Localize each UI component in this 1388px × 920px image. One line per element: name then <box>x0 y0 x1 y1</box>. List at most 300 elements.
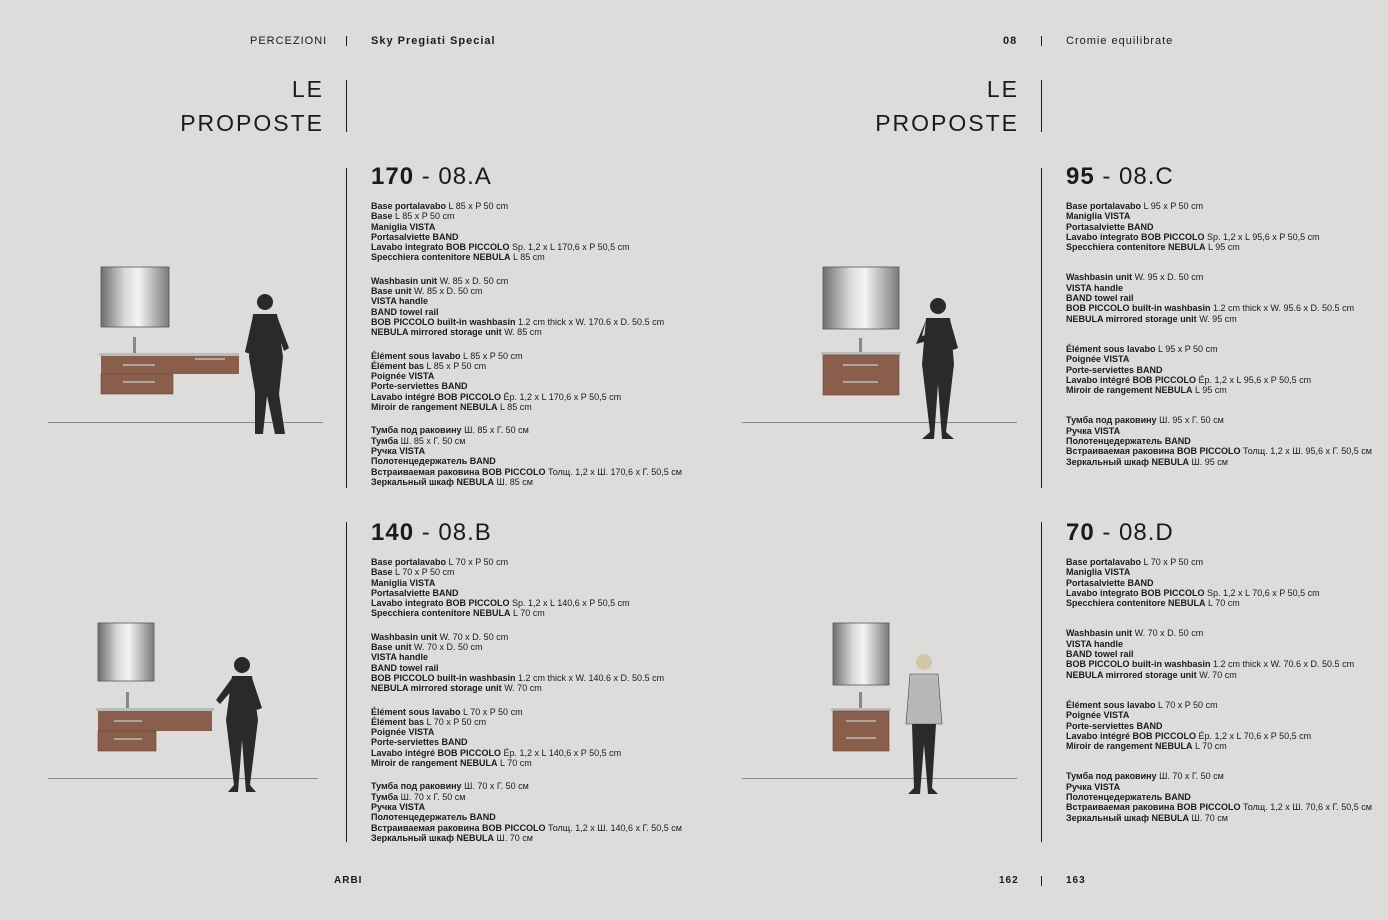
spec-line <box>1066 242 1372 252</box>
spec-item-name: Maniglia VISTA <box>371 577 436 588</box>
spec-group <box>1066 344 1372 395</box>
spec-item-dimensions: L 95 cm <box>1192 385 1227 396</box>
spec-item-name: Тумба <box>371 435 399 446</box>
spec-item-dimensions: L 85 x P 50 cm <box>392 211 455 222</box>
spec-item-dimensions: Толщ. 1,2 x Ш. 95,6 x Г. 50,5 см <box>1240 446 1372 457</box>
spec-item-name: Base portalavabo <box>1066 557 1142 567</box>
spec-item-dimensions: L 70 cm <box>1192 741 1227 752</box>
person-figure <box>916 298 958 439</box>
spec-line <box>1066 293 1372 303</box>
faucet <box>859 692 862 708</box>
spec-line <box>371 578 682 588</box>
faucet <box>133 337 136 353</box>
spec-item-name: Полотенцедержатель BAND <box>371 456 496 467</box>
washbasin-top <box>831 708 891 711</box>
spec-item-dimensions: 1.2 cm thick x W. 140.6 x D. 50.5 cm <box>515 672 665 683</box>
spec-item-name: Lavabo intégré BOB PICCOLO <box>1066 730 1197 741</box>
washbasin-top <box>96 708 214 711</box>
spec-item-dimensions: L 70 cm <box>1205 598 1240 609</box>
spec-item-dimensions: L 70 cm <box>497 758 532 769</box>
spec-group <box>371 781 682 843</box>
spec-line <box>1066 415 1372 425</box>
spec-line <box>371 823 682 833</box>
spec-line <box>1066 670 1372 680</box>
spec-item-name: Élément sous lavabo <box>1066 343 1156 354</box>
spec-item-name: Maniglia VISTA <box>1066 567 1131 578</box>
spec-line <box>1066 792 1372 802</box>
proposal-specs <box>1066 201 1372 467</box>
proposal-block <box>371 163 682 500</box>
footer-brand: ARBI <box>334 875 363 886</box>
spec-item-dimensions: Ш. 70 см <box>1188 812 1228 823</box>
spec-item-dimensions: Sp. 1,2 x L 70,6 x P 50,5 cm <box>1204 587 1320 598</box>
spec-item-name: Portasalviette BAND <box>1066 221 1154 232</box>
spec-item-name: Base portalavabo <box>371 557 447 567</box>
spec-line <box>371 632 682 642</box>
person-figure <box>216 657 262 792</box>
spec-item-name: BAND towel rail <box>371 662 439 673</box>
spec-group <box>1066 771 1372 822</box>
spec-item-name: Ручка VISTA <box>1066 781 1121 792</box>
proposal-title: 95 - 08.C <box>1066 163 1174 190</box>
spec-item-name: VISTA handle <box>1066 638 1124 649</box>
spec-line <box>371 727 682 737</box>
spec-line <box>1066 710 1372 720</box>
spec-item-name: VISTA handle <box>371 296 429 307</box>
spec-line <box>1066 649 1372 659</box>
washbasin-top <box>99 353 239 356</box>
page-title-left: LE PROPOSTE <box>180 76 324 136</box>
section-divider <box>1041 522 1042 842</box>
spec-item-dimensions: Ш. 85 x Г. 50 см <box>398 435 466 446</box>
spec-item-name: Lavabo intégré BOB PICCOLO <box>371 747 502 758</box>
spec-group <box>371 201 682 263</box>
spec-group <box>371 276 682 338</box>
spec-item-dimensions: W. 70 x D. 50 cm <box>1132 628 1204 639</box>
spec-item-name: Washbasin unit <box>1066 628 1133 639</box>
spec-item-dimensions: L 85 x P 50 cm <box>424 360 487 371</box>
spec-item-name: Specchiera contenitore NEBULA <box>1066 242 1206 253</box>
spec-item-name: Élément bas <box>371 360 425 371</box>
spec-line <box>371 317 682 327</box>
spec-line <box>1066 303 1372 313</box>
spec-item-name: NEBULA mirrored storage unit <box>371 683 502 694</box>
proposal-block <box>1066 163 1372 487</box>
spec-item-dimensions: L 95 x P 50 cm <box>1141 201 1204 211</box>
spec-line <box>371 717 682 727</box>
spec-line <box>371 748 682 758</box>
spec-item-name: BAND towel rail <box>1066 293 1134 304</box>
spec-line <box>1066 232 1372 242</box>
spec-item-name: BOB PICCOLO built-in washbasin <box>371 672 516 683</box>
spec-line <box>371 608 682 618</box>
spec-line <box>371 307 682 317</box>
spec-line <box>371 201 682 211</box>
spec-line <box>1066 365 1372 375</box>
page-title-right: LE PROPOSTE <box>875 76 1019 136</box>
spec-item-dimensions: Толщ. 1,2 x Ш. 170,6 x Г. 50,5 см <box>545 466 682 477</box>
spec-item-name: Тумба под раковину <box>371 425 462 436</box>
spec-item-dimensions: Ш. 95 x Г. 50 см <box>1156 415 1224 426</box>
spec-item-name: Porte-serviettes BAND <box>1066 720 1163 731</box>
spec-item-name: NEBULA mirrored storage unit <box>1066 313 1197 324</box>
spec-item-name: Lavabo integrato BOB PICCOLO <box>1066 231 1205 242</box>
spec-item-name: VISTA handle <box>371 652 429 663</box>
spec-item-name: Встраиваемая раковина BOB PICCOLO <box>371 822 546 833</box>
spec-line <box>371 327 682 337</box>
proposal-block <box>371 519 682 856</box>
spec-item-name: Полотенцедержатель BAND <box>371 812 496 823</box>
spec-line <box>371 446 682 456</box>
spec-item-name: Lavabo intégré BOB PICCOLO <box>1066 374 1197 385</box>
spec-item-dimensions: Ш. 70 x Г. 50 см <box>461 781 529 792</box>
spec-item-dimensions: L 70 x P 50 cm <box>1155 699 1218 710</box>
spec-item-dimensions: W. 70 cm <box>1196 669 1237 680</box>
footer-divider <box>1041 876 1042 886</box>
spec-item-dimensions: L 70 x P 50 cm <box>446 557 509 567</box>
spec-item-dimensions: L 85 x P 50 cm <box>446 201 509 211</box>
spec-item-dimensions: W. 95 x D. 50 cm <box>1132 272 1204 283</box>
spec-item-dimensions: W. 70 x D. 50 cm <box>437 631 509 642</box>
spec-line <box>371 276 682 286</box>
spec-item-dimensions: L 95 cm <box>1205 242 1240 253</box>
spec-line <box>371 802 682 812</box>
vanity-illustration <box>92 620 322 800</box>
spec-line <box>371 222 682 232</box>
spec-item-dimensions: Ш. 70 см <box>493 832 533 843</box>
spec-item-dimensions: Ép. 1,2 x L 70,6 x P 50,5 cm <box>1196 730 1312 741</box>
spec-item-dimensions: L 70 x P 50 cm <box>460 706 523 717</box>
spec-line <box>371 833 682 843</box>
spec-line <box>371 792 682 802</box>
spec-item-dimensions: L 70 x P 50 cm <box>424 716 487 727</box>
spec-group <box>371 351 682 413</box>
spec-item-name: Base unit <box>371 286 412 297</box>
spec-line <box>371 758 682 768</box>
spec-item-name: Porte-serviettes BAND <box>371 737 468 748</box>
spec-group <box>1066 700 1372 751</box>
spec-item-name: BOB PICCOLO built-in washbasin <box>371 316 516 327</box>
mirror-cabinet <box>98 623 154 681</box>
spec-item-name: Washbasin unit <box>1066 272 1133 283</box>
spec-line <box>371 652 682 662</box>
spec-group <box>371 707 682 769</box>
spec-item-name: Maniglia VISTA <box>1066 211 1131 222</box>
spec-item-name: NEBULA mirrored storage unit <box>371 327 502 338</box>
spec-item-name: BAND towel rail <box>1066 649 1134 660</box>
spec-line <box>1066 802 1372 812</box>
faucet <box>859 338 862 354</box>
spec-line <box>1066 782 1372 792</box>
spec-item-name: Poignée VISTA <box>1066 710 1130 721</box>
spec-item-name: Miroir de rangement NEBULA <box>371 758 498 769</box>
spec-item-name: Lavabo intégré BOB PICCOLO <box>371 391 502 402</box>
spec-item-name: Miroir de rangement NEBULA <box>371 402 498 413</box>
spec-item-dimensions: L 85 cm <box>497 402 532 413</box>
spec-item-name: NEBULA mirrored storage unit <box>1066 669 1197 680</box>
proposal-title: 140 - 08.B <box>371 519 492 546</box>
spec-item-name: Полотенцедержатель BAND <box>1066 436 1191 447</box>
spec-line <box>371 477 682 487</box>
spec-line <box>371 557 682 567</box>
spec-line <box>1066 436 1372 446</box>
mirror-cabinet <box>101 267 169 327</box>
spec-group <box>371 632 682 694</box>
spec-line <box>1066 211 1372 221</box>
spec-item-dimensions: W. 70 cm <box>501 683 542 694</box>
spec-item-dimensions: L 95 x P 50 cm <box>1155 343 1218 354</box>
spec-item-dimensions: 1.2 cm thick x W. 70.6 x D. 50.5 cm <box>1210 659 1355 670</box>
spec-line <box>371 371 682 381</box>
spec-line <box>1066 731 1372 741</box>
spec-line <box>371 296 682 306</box>
vanity-illustration <box>95 262 325 442</box>
spec-group <box>371 425 682 487</box>
header-divider-left <box>346 36 347 46</box>
spec-line <box>371 737 682 747</box>
spec-line <box>371 361 682 371</box>
spec-item-dimensions: L 70 x P 50 cm <box>392 567 455 578</box>
spec-item-name: Зеркальный шкаф NEBULA <box>371 832 494 843</box>
spec-line <box>371 392 682 402</box>
spec-item-name: Portasalviette BAND <box>371 587 459 598</box>
spec-group <box>1066 201 1372 252</box>
spec-item-dimensions: 1.2 cm thick x W. 95.6 x D. 50.5 cm <box>1210 303 1355 314</box>
spec-item-name: Élément bas <box>371 716 425 727</box>
spec-line <box>371 286 682 296</box>
spec-line <box>371 781 682 791</box>
spec-group <box>371 557 682 619</box>
spec-item-dimensions: L 85 cm <box>510 252 545 263</box>
spec-item-dimensions: Sp. 1,2 x L 95,6 x P 50,5 cm <box>1204 231 1320 242</box>
spec-line <box>1066 771 1372 781</box>
spec-item-name: Полотенцедержатель BAND <box>1066 792 1191 803</box>
spec-item-name: Base <box>371 567 393 578</box>
spec-item-name: Washbasin unit <box>371 275 438 286</box>
spec-item-dimensions: Ш. 85 см <box>493 476 533 487</box>
spec-line <box>371 211 682 221</box>
spec-item-name: Porte-serviettes BAND <box>371 381 468 392</box>
spec-item-name: Зеркальный шкаф NEBULA <box>1066 456 1189 467</box>
spec-item-name: Portasalviette BAND <box>371 231 459 242</box>
spec-item-dimensions: Ш. 70 x Г. 50 см <box>398 791 466 802</box>
spec-item-name: Base portalavabo <box>371 201 447 211</box>
spec-item-dimensions: W. 70 x D. 50 cm <box>411 642 483 653</box>
washbasin-top <box>821 352 901 355</box>
header-chapter-title: Cromie equilibrate <box>1066 35 1174 47</box>
spec-line <box>1066 426 1372 436</box>
spec-line <box>1066 344 1372 354</box>
spec-item-dimensions: W. 95 cm <box>1196 313 1237 324</box>
spec-item-name: Base <box>371 211 393 222</box>
spec-item-name: Portasalviette BAND <box>1066 577 1154 588</box>
header-section: PERCEZIONI <box>250 35 328 47</box>
spec-item-name: Тумба под раковину <box>1066 771 1157 782</box>
spec-line <box>1066 557 1372 567</box>
spec-line <box>371 351 682 361</box>
section-divider <box>346 522 347 842</box>
spec-line <box>371 707 682 717</box>
spec-item-dimensions: Sp. 1,2 x L 140,6 x P 50,5 cm <box>509 598 630 609</box>
person-figure <box>245 294 289 434</box>
proposal-title: 170 - 08.A <box>371 163 492 190</box>
proposal-specs <box>371 201 682 487</box>
mirror-cabinet <box>833 623 889 685</box>
spec-line <box>371 425 682 435</box>
spec-item-name: Base portalavabo <box>1066 201 1142 211</box>
spec-item-name: Poignée VISTA <box>1066 354 1130 365</box>
spec-item-name: BAND towel rail <box>371 306 439 317</box>
title-divider-right <box>1041 80 1042 132</box>
spec-item-dimensions: Ép. 1,2 x L 170,6 x P 50,5 cm <box>501 391 622 402</box>
spec-item-name: BOB PICCOLO built-in washbasin <box>1066 659 1211 670</box>
spec-line <box>371 567 682 577</box>
spec-line <box>1066 741 1372 751</box>
spec-item-name: Тумба под раковину <box>1066 415 1157 426</box>
spec-item-dimensions: 1.2 cm thick x W. 170.6 x D. 50.5 cm <box>515 316 665 327</box>
spec-item-name: Miroir de rangement NEBULA <box>1066 385 1193 396</box>
spec-item-name: Ручка VISTA <box>371 445 426 456</box>
spec-line <box>371 456 682 466</box>
washbasin-unit <box>823 355 899 395</box>
header-collection: Sky Pregiati Special <box>371 35 496 47</box>
spec-item-name: Ручка VISTA <box>371 801 426 812</box>
spec-line <box>371 242 682 252</box>
spec-item-name: Élément sous lavabo <box>371 350 461 361</box>
spec-item-name: Встраиваемая раковина BOB PICCOLO <box>371 466 546 477</box>
spec-line <box>1066 272 1372 282</box>
spec-item-dimensions: W. 85 x D. 50 cm <box>437 275 509 286</box>
spec-item-name: Тумба <box>371 791 399 802</box>
spec-line <box>371 252 682 262</box>
spec-line <box>1066 588 1372 598</box>
vanity-illustration <box>818 264 998 444</box>
spec-item-name: Specchiera contenitore NEBULA <box>371 608 511 619</box>
title-divider-left <box>346 80 347 132</box>
spec-item-name: Base unit <box>371 642 412 653</box>
spec-item-name: Miroir de rangement NEBULA <box>1066 741 1193 752</box>
spec-line <box>1066 700 1372 710</box>
header-divider-right <box>1041 36 1042 46</box>
page-number-right: 163 <box>1066 875 1086 886</box>
spec-line <box>1066 813 1372 823</box>
spec-line <box>1066 201 1372 211</box>
spec-item-name: Specchiera contenitore NEBULA <box>1066 598 1206 609</box>
section-divider <box>346 168 347 488</box>
spec-item-name: Élément sous lavabo <box>1066 699 1156 710</box>
spec-item-name: Lavabo integrato BOB PICCOLO <box>371 242 510 253</box>
proposal-block <box>1066 519 1372 843</box>
spec-line <box>1066 578 1372 588</box>
spec-line <box>1066 639 1372 649</box>
spec-item-dimensions: Ш. 95 см <box>1188 456 1228 467</box>
spec-item-name: Élément sous lavabo <box>371 706 461 717</box>
spec-item-dimensions: W. 85 cm <box>501 327 542 338</box>
spec-item-name: Зеркальный шкаф NEBULA <box>371 476 494 487</box>
spec-line <box>1066 354 1372 364</box>
spec-item-dimensions: Sp. 1,2 x L 170,6 x P 50,5 cm <box>509 242 630 253</box>
spec-line <box>371 812 682 822</box>
spec-line <box>371 588 682 598</box>
spec-item-name: Poignée VISTA <box>371 371 435 382</box>
spec-line <box>1066 457 1372 467</box>
section-divider <box>1041 168 1042 488</box>
spec-item-dimensions: Толщ. 1,2 x Ш. 70,6 x Г. 50,5 см <box>1240 802 1372 813</box>
spec-line <box>371 598 682 608</box>
spec-group <box>1066 557 1372 608</box>
spec-line <box>1066 567 1372 577</box>
base-unit <box>101 374 173 394</box>
spec-item-name: Porte-serviettes BAND <box>1066 364 1163 375</box>
spec-group <box>1066 272 1372 323</box>
spec-line <box>371 683 682 693</box>
person-figure <box>906 654 942 794</box>
spec-item-dimensions: Ш. 70 x Г. 50 см <box>1156 771 1224 782</box>
spec-line <box>1066 721 1372 731</box>
spec-line <box>371 467 682 477</box>
spec-line <box>371 642 682 652</box>
spec-item-name: Встраиваемая раковина BOB PICCOLO <box>1066 802 1241 813</box>
spec-item-name: Ручка VISTA <box>1066 425 1121 436</box>
spec-item-name: Maniglia VISTA <box>371 221 436 232</box>
spec-item-name: Тумба под раковину <box>371 781 462 792</box>
spec-item-name: Lavabo integrato BOB PICCOLO <box>371 598 510 609</box>
spec-item-dimensions: Ép. 1,2 x L 140,6 x P 50,5 cm <box>501 747 622 758</box>
washbasin-unit <box>833 711 889 751</box>
spec-line <box>1066 659 1372 669</box>
spec-line <box>371 663 682 673</box>
spec-item-dimensions: Ш. 85 x Г. 50 см <box>461 425 529 436</box>
spec-line <box>371 673 682 683</box>
spec-item-dimensions: Ép. 1,2 x L 95,6 x P 50,5 cm <box>1196 374 1312 385</box>
spec-item-dimensions: L 85 x P 50 cm <box>460 350 523 361</box>
spec-group <box>1066 628 1372 679</box>
spec-group <box>1066 415 1372 466</box>
spec-item-name: Washbasin unit <box>371 631 438 642</box>
spec-item-name: BOB PICCOLO built-in washbasin <box>1066 303 1211 314</box>
spec-item-name: Specchiera contenitore NEBULA <box>371 252 511 263</box>
page-number-left: 162 <box>999 875 1019 886</box>
spec-item-dimensions: W. 85 x D. 50 cm <box>411 286 483 297</box>
spec-line <box>1066 598 1372 608</box>
spec-line <box>371 232 682 242</box>
mirror-cabinet <box>823 267 899 329</box>
spec-item-name: Poignée VISTA <box>371 727 435 738</box>
spec-line <box>371 402 682 412</box>
spec-item-name: VISTA handle <box>1066 282 1124 293</box>
spec-item-dimensions: L 70 x P 50 cm <box>1141 557 1204 567</box>
spec-line <box>1066 314 1372 324</box>
faucet <box>126 692 129 708</box>
spec-item-dimensions: Толщ. 1,2 x Ш. 140,6 x Г. 50,5 см <box>545 822 682 833</box>
header-chapter-number: 08 <box>1003 35 1018 47</box>
spec-line <box>1066 375 1372 385</box>
proposal-specs <box>1066 557 1372 823</box>
proposal-specs <box>371 557 682 843</box>
base-unit <box>98 731 156 751</box>
vanity-illustration <box>828 620 1008 800</box>
spec-line <box>1066 222 1372 232</box>
spec-item-name: Встраиваемая раковина BOB PICCOLO <box>1066 446 1241 457</box>
spec-line <box>1066 385 1372 395</box>
spec-line <box>371 381 682 391</box>
spec-line <box>1066 628 1372 638</box>
spec-item-name: Зеркальный шкаф NEBULA <box>1066 812 1189 823</box>
proposal-title: 70 - 08.D <box>1066 519 1174 546</box>
spec-line <box>1066 446 1372 456</box>
spec-item-dimensions: L 70 cm <box>510 608 545 619</box>
spec-item-name: Lavabo integrato BOB PICCOLO <box>1066 587 1205 598</box>
